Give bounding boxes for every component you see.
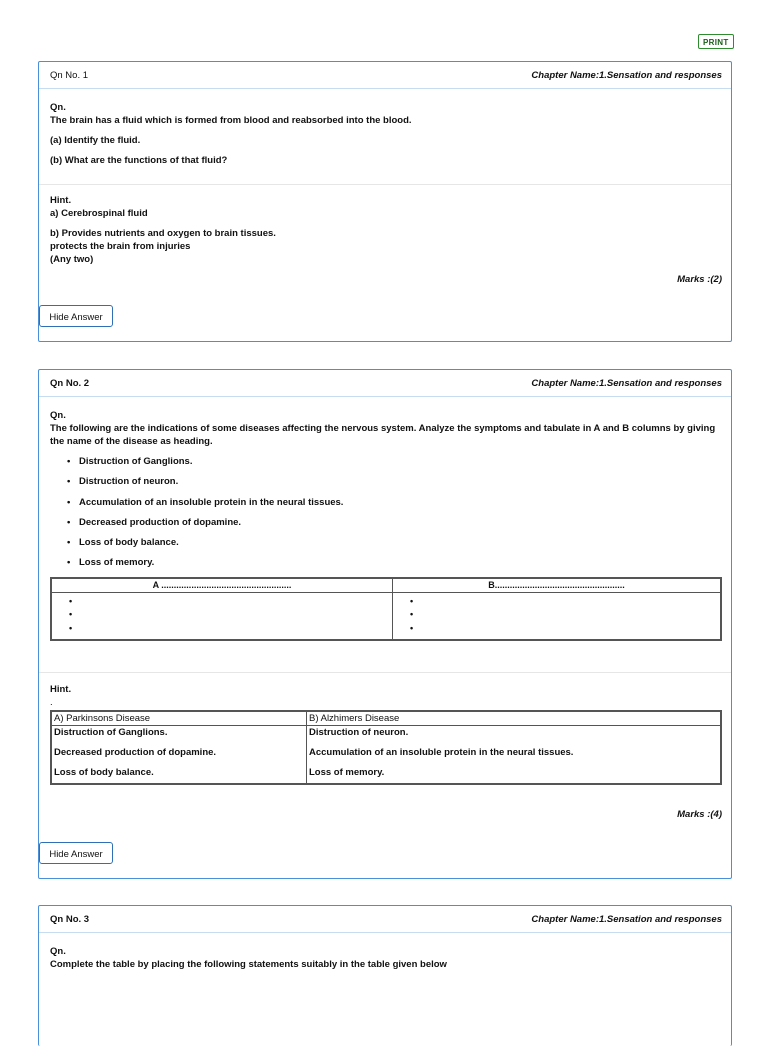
marks-label: Marks :(4) — [677, 809, 722, 820]
question-card-2 — [38, 369, 732, 879]
table-cell: Loss of memory. — [309, 767, 385, 779]
bullet: • — [69, 609, 73, 620]
table-cell: Loss of body balance. — [54, 767, 154, 779]
hint-line: protects the brain from injuries — [50, 241, 191, 252]
table-cell: Distruction of neuron. — [309, 727, 409, 739]
answer-table — [50, 710, 722, 785]
answer-header-a: A) Parkinsons Disease — [51, 711, 307, 726]
question-card-3 — [38, 905, 732, 1046]
table-cell: Decreased production of dopamine. — [54, 747, 217, 759]
list-item: • Distruction of neuron. — [79, 475, 720, 495]
hint-dot: . — [50, 697, 53, 709]
bullet: • — [410, 595, 414, 606]
list-item: • Decreased production of dopamine. — [79, 516, 720, 536]
question-body — [39, 397, 731, 641]
bullet: • — [410, 609, 414, 620]
question-text: Complete the table by placing the following statements suitably in the table given below — [50, 959, 447, 970]
marks-label: Marks :(2) — [677, 274, 722, 285]
column-a-cell — [51, 592, 393, 640]
hint-section — [39, 673, 731, 785]
hint-line: a) Cerebrospinal fluid — [50, 208, 148, 219]
column-a-header: A .................................................... — [51, 578, 393, 593]
list-item: • Loss of memory. — [79, 556, 720, 576]
answer-header-b: B) Alzhimers Disease — [307, 711, 722, 726]
chapter-name: Chapter Name:1.Sensation and responses — [531, 378, 722, 389]
question-part-a: (a) Identify the fluid. — [50, 135, 141, 146]
hide-answer-button[interactable]: Hide Answer — [39, 842, 113, 864]
question-text: The following are the indications of some diseases affecting the nervous system. Analyze the symptoms and tabulate in A and B columns by giving the name of the disease as heading. — [50, 423, 716, 447]
hint-label: Hint. — [50, 684, 72, 696]
hint-label: Hint. — [50, 195, 72, 206]
list-item: • Accumulation of an insoluble protein in the neural tissues. — [79, 496, 720, 516]
question-number: Qn No. 2 — [50, 378, 90, 389]
question-card-1 — [38, 61, 732, 342]
question-number: Qn No. 3 — [50, 914, 90, 925]
hint-line: (Any two) — [50, 254, 94, 265]
list-item: • Distruction of Ganglions. — [79, 455, 720, 475]
answer-column-a — [51, 726, 307, 785]
hide-answer-button[interactable]: Hide Answer — [39, 305, 113, 327]
question-number: Qn No. 1 — [50, 70, 89, 81]
question-label: Qn. — [50, 102, 66, 113]
answer-column-b — [307, 726, 722, 785]
question-part-b: (b) What are the functions of that fluid? — [50, 155, 228, 166]
hint-line: b) Provides nutrients and oxygen to brain tissues. — [50, 228, 276, 239]
column-b-header: B.................................................... — [393, 578, 722, 593]
question-header — [39, 62, 731, 89]
table-cell: Accumulation of an insoluble protein in the neural tissues. — [309, 747, 574, 759]
chapter-name: Chapter Name:1.Sensation and responses — [531, 914, 722, 925]
chapter-name: Chapter Name:1.Sensation and responses — [531, 70, 722, 81]
question-body — [39, 89, 731, 184]
question-body — [39, 933, 731, 971]
question-header — [39, 906, 731, 933]
question-label: Qn. — [50, 410, 66, 421]
print-button[interactable]: PRINT — [698, 34, 734, 49]
question-header — [39, 370, 731, 397]
bullet: • — [69, 595, 73, 606]
table-cell: Distruction of Ganglions. — [54, 727, 168, 739]
hint-section — [39, 185, 731, 266]
list-item: • Loss of body balance. — [79, 536, 720, 556]
question-label: Qn. — [50, 946, 66, 957]
bullet: • — [410, 622, 414, 633]
blank-table — [50, 577, 722, 642]
question-text: The brain has a fluid which is formed from blood and reabsorbed into the blood. — [50, 115, 412, 126]
column-b-cell — [393, 592, 722, 640]
symptom-list — [50, 455, 720, 577]
bullet: • — [69, 622, 73, 633]
